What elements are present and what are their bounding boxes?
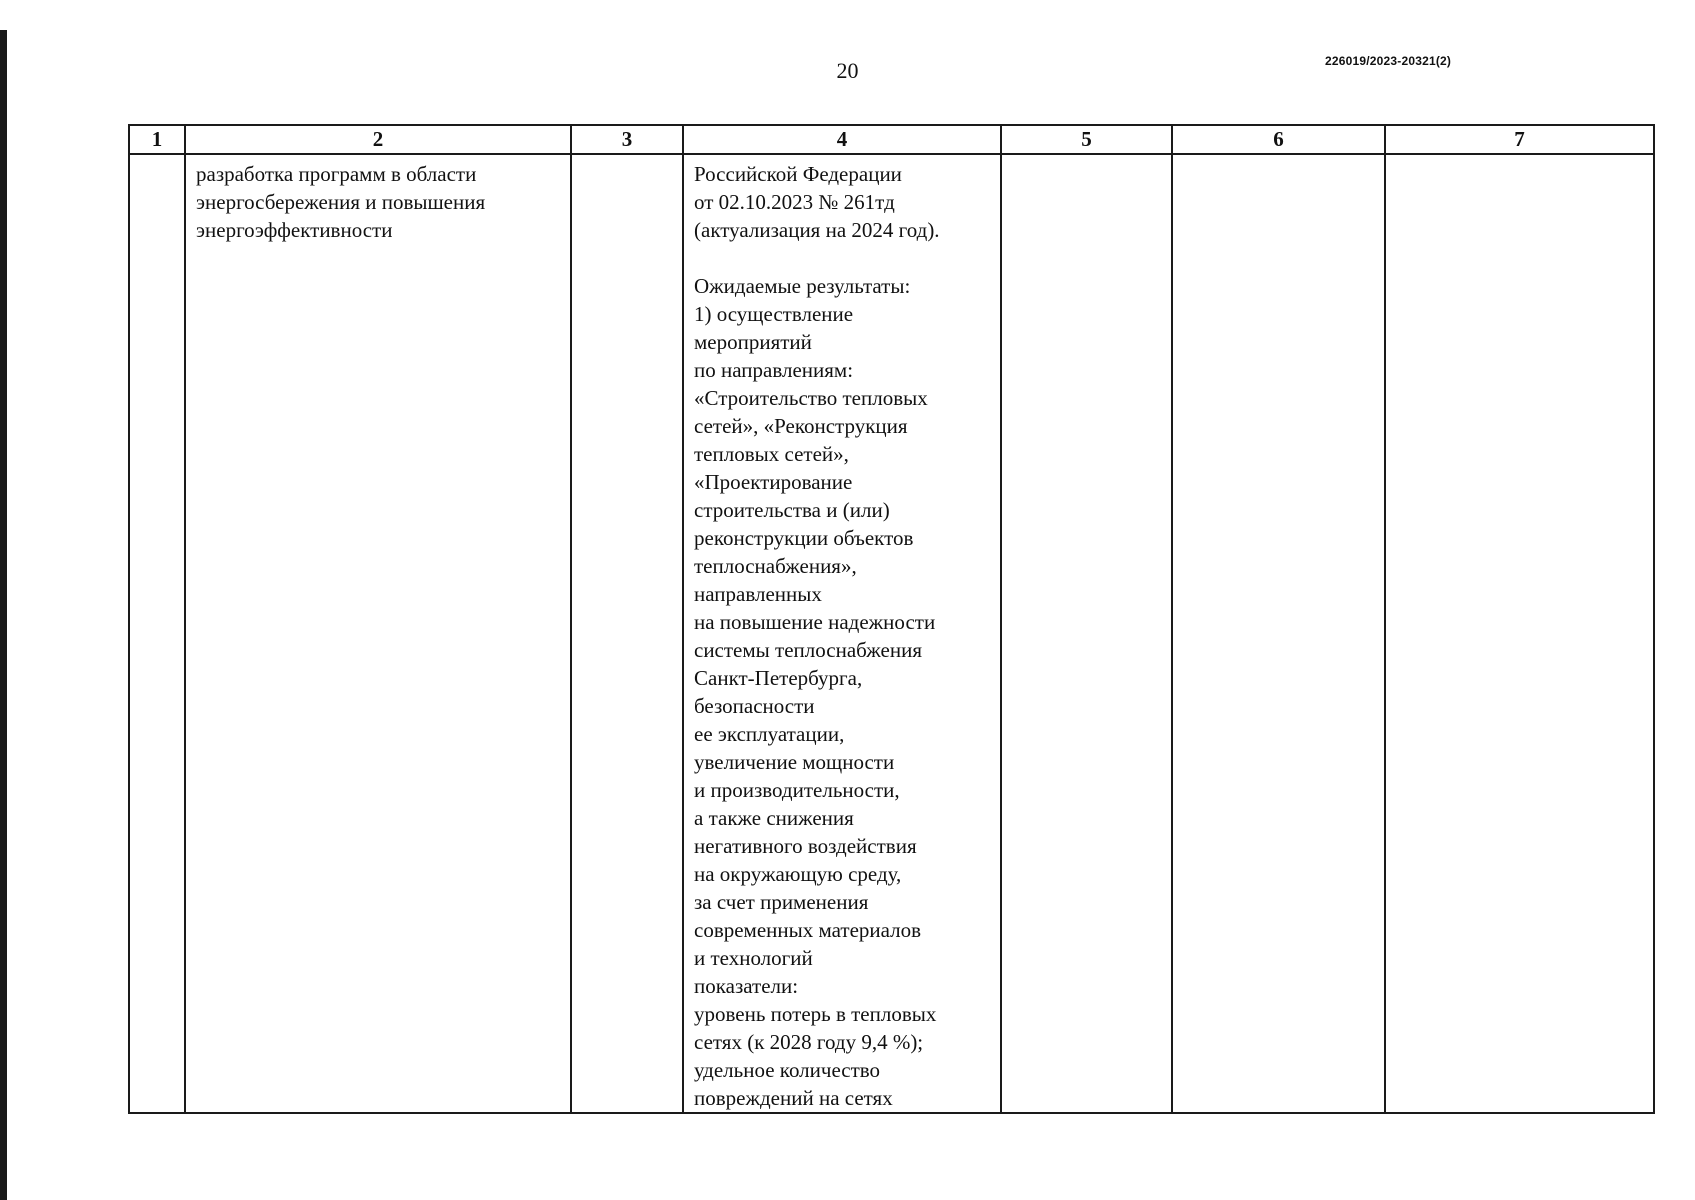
cell-col6-text [1173,155,1384,160]
document-table [128,124,1655,1114]
cell-col2-text: разработка программ в области энергосбережения и повышения энергоэффективности [196,162,486,242]
cell-col3-text [572,155,682,160]
column-header-4: 4 [683,125,1001,154]
column-header-3: 3 [571,125,683,154]
cell-col1 [129,154,185,1113]
cell-col3 [571,154,683,1113]
column-header-1: 1 [129,125,185,154]
table-header-row [129,125,1654,154]
scan-edge [0,30,7,1200]
column-header-5: 5 [1001,125,1172,154]
page-number: 20 [836,58,859,83]
cell-col4 [683,154,1001,1113]
cell-col7-text [1386,155,1653,160]
cell-col7 [1385,154,1654,1113]
table-row [129,154,1654,1113]
cell-col6 [1172,154,1385,1113]
column-header-2: 2 [185,125,571,154]
cell-col2 [185,154,571,1113]
cell-col5-text [1002,155,1171,160]
cell-col4-text: Российской Федерации от 02.10.2023 № 261тд (актуализация на 2024 год). Ожидаемые результаты: 1) осуществление мероприятий по направлениям: «Строительство тепловых сетей», «Реконструкция тепловых сетей», «Проектирование строительства и (или) реконструкции объектов теплоснабжения», направленных на повышение надежности системы теплоснабжения Санкт-Петербурга, безопасности ее эксплуатации, увеличение мощности и производительности, а также снижения негативного воздействия на окружающую среду, за счет применения современных материалов и технологий показатели: уровень потерь в тепловых сетях (к 2028 году 9,4 %); удельное количество повреждений на сетях [694,162,940,1110]
column-header-6: 6 [1172,125,1385,154]
document-id-stamp: 226019/2023-20321(2) [1325,54,1452,68]
cell-col5 [1001,154,1172,1113]
cell-col1-text [130,155,184,160]
column-header-7: 7 [1385,125,1654,154]
